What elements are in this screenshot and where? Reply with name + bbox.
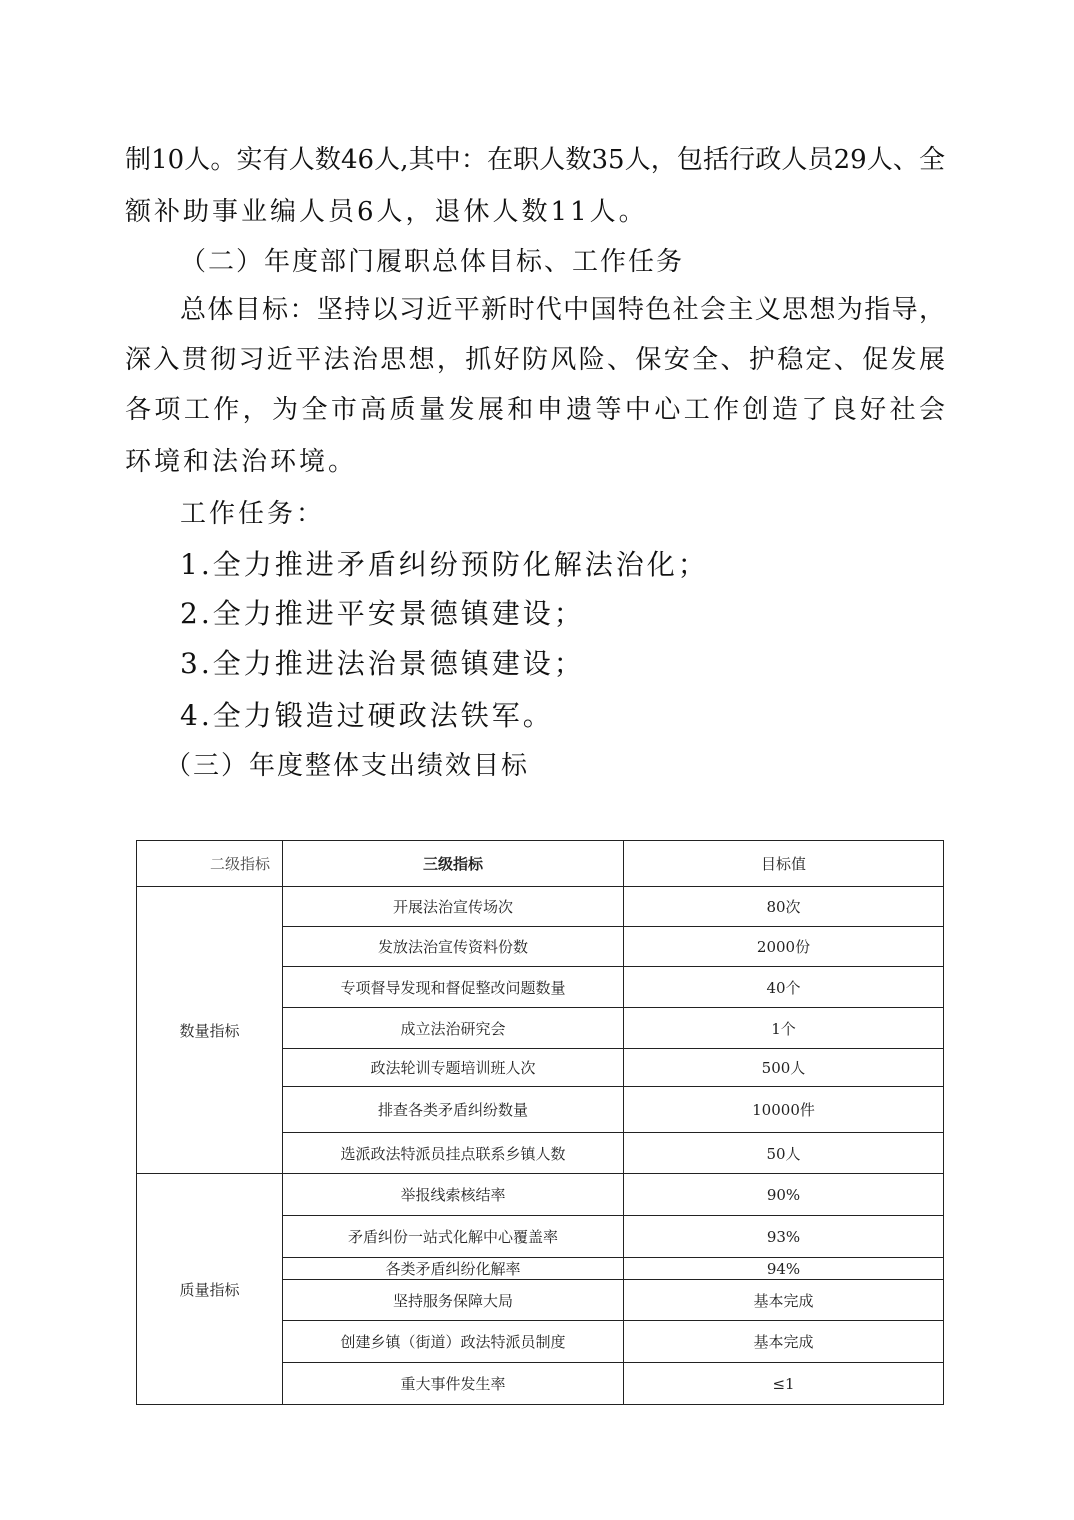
indicator-cell: 矛盾纠份一站式化解中心覆盖率 — [283, 1216, 624, 1258]
indicator-cell: 开展法治宣传场次 — [283, 887, 624, 927]
indicator-cell: 坚持服务保障大局 — [283, 1280, 624, 1321]
section-heading-3: （三）年度整体支出绩效目标 — [165, 751, 530, 781]
indicator-cell: 专项督导发现和督促整改问题数量 — [283, 967, 624, 1008]
target-cell: 10000件 — [624, 1087, 944, 1133]
header-cell: 三级指标 — [283, 841, 624, 887]
paragraph-line: 总体目标：坚持以习近平新时代中国特色社会主义思想为指导， — [180, 295, 945, 325]
paragraph-line: 深入贯彻习近平法治思想，抓好防风险、保安全、护稳定、促发展 — [125, 345, 945, 375]
task-item: 2.全力推进平安景德镇建设； — [180, 597, 585, 630]
performance-table — [136, 840, 944, 1405]
table-row — [137, 887, 944, 927]
task-item: 1.全力推进矛盾纠纷预防化解法治化； — [180, 548, 709, 581]
indicator-cell: 排查各类矛盾纠纷数量 — [283, 1087, 624, 1133]
target-cell: 50人 — [624, 1133, 944, 1174]
target-cell: 94% — [624, 1258, 944, 1280]
indicator-cell: 政法轮训专题培训班人次 — [283, 1049, 624, 1087]
indicator-cell: 选派政法特派员挂点联系乡镇人数 — [283, 1133, 624, 1174]
paragraph-line: 额补助事业编人员6人，退休人数11人。 — [125, 197, 648, 227]
paragraph-line: 各项工作，为全市高质量发展和申遗等中心工作创造了良好社会 — [125, 395, 945, 425]
indicator-cell: 发放法治宣传资料份数 — [283, 927, 624, 967]
target-cell: 40个 — [624, 967, 944, 1008]
indicator-cell: 举报线索核结率 — [283, 1174, 624, 1216]
task-item: 4.全力锻造过硬政法铁军。 — [180, 699, 554, 732]
section-heading-2: （二）年度部门履职总体目标、工作任务 — [180, 247, 685, 277]
table-header-row — [137, 841, 944, 887]
group-cell: 质量指标 — [137, 1174, 283, 1405]
target-cell: 93% — [624, 1216, 944, 1258]
table-row — [137, 1174, 944, 1216]
header-cell: 目标值 — [624, 841, 944, 887]
paragraph-line: 环境和法治环境。 — [125, 447, 358, 477]
target-cell: 1个 — [624, 1008, 944, 1049]
target-cell: 基本完成 — [624, 1321, 944, 1363]
target-cell: 基本完成 — [624, 1280, 944, 1321]
indicator-cell: 创建乡镇（街道）政法特派员制度 — [283, 1321, 624, 1363]
tasks-label: 工作任务： — [180, 499, 326, 529]
indicator-cell: 重大事件发生率 — [283, 1363, 624, 1405]
task-item: 3.全力推进法治景德镇建设； — [180, 647, 585, 680]
paragraph-line: 制10人。实有人数46人,其中：在职人数35人，包括行政人员29人、全 — [125, 145, 945, 175]
indicator-cell: 成立法治研究会 — [283, 1008, 624, 1049]
target-cell: 80次 — [624, 887, 944, 927]
target-cell: 2000份 — [624, 927, 944, 967]
target-cell: ≤1 — [624, 1363, 944, 1405]
indicator-cell: 各类矛盾纠纷化解率 — [283, 1258, 624, 1280]
header-cell: 二级指标 — [137, 841, 283, 887]
target-cell: 90% — [624, 1174, 944, 1216]
target-cell: 500人 — [624, 1049, 944, 1087]
group-cell: 数量指标 — [137, 887, 283, 1174]
